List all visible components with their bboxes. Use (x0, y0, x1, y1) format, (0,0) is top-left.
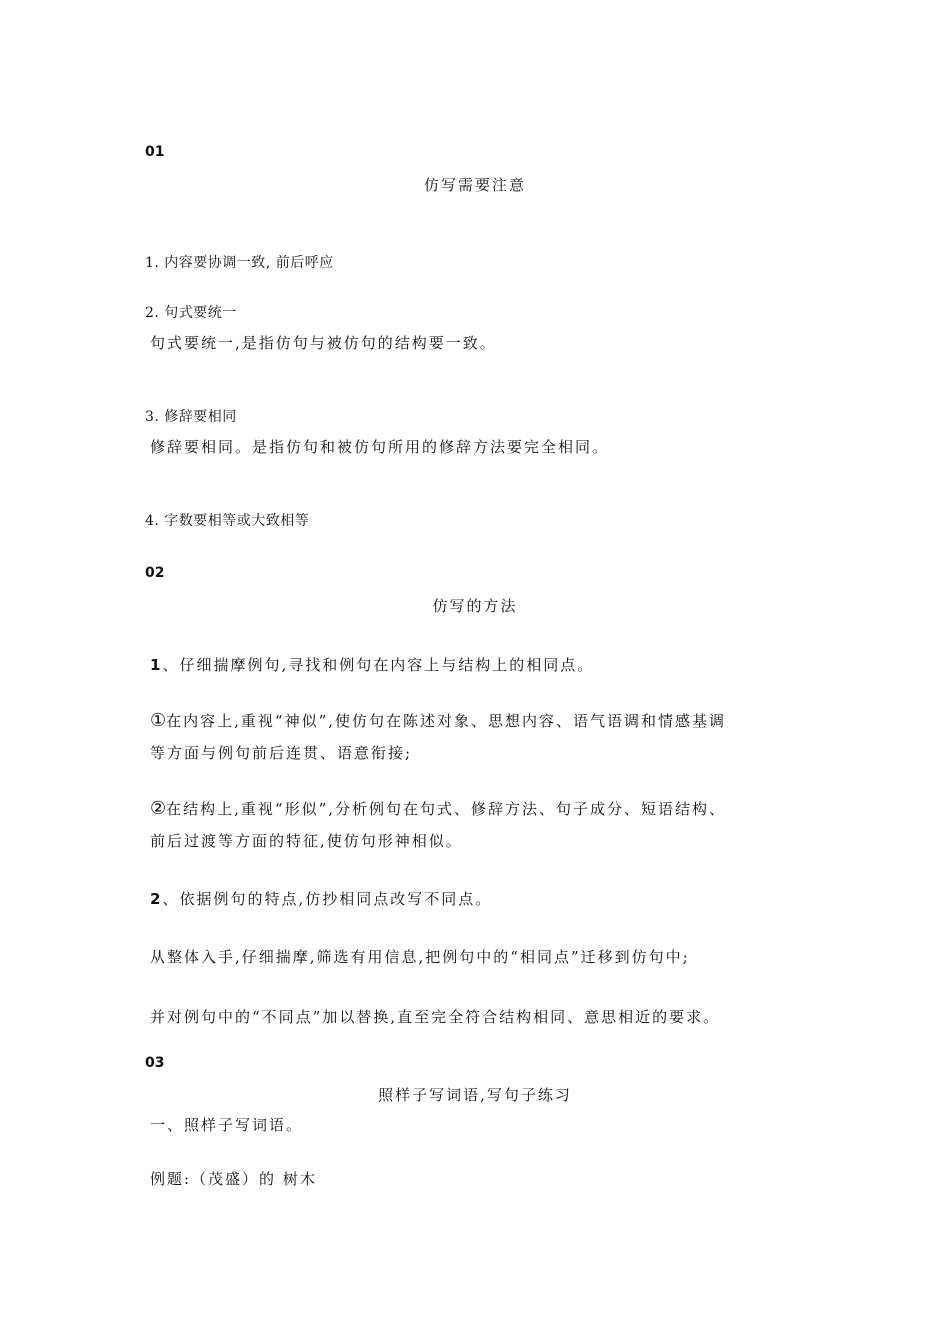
point-2-line-1 (150, 798, 726, 819)
point-text: 在结构上,重视“形似”,分析例句在句式、修辞方法、句子成分、短语结构、 (166, 800, 727, 818)
item-text-3: 修辞要相同。是指仿句和被仿句所用的修辞方法要完全相同。 (150, 438, 610, 456)
section-title-02: 仿写的方法 (432, 597, 518, 615)
section-title-01: 仿写需要注意 (423, 176, 526, 194)
point-text: 在内容上,重视“神似”,使仿句在陈述对象、思想内容、语气语调和情感基调 (166, 712, 727, 730)
circled-number-2: ② (150, 798, 167, 819)
method-step-2 (150, 888, 492, 909)
item-text-2: 句式要统一,是指仿句与被仿句的结构要一致。 (150, 334, 497, 352)
step-text: 、依据例句的特点,仿抄相同点改写不同点。 (162, 890, 493, 908)
item-heading-1: 1. 内容要协调一致, 前后呼应 (145, 255, 334, 271)
method-paragraph-1: 从整体入手,仔细揣摩,筛选有用信息,把例句中的“相同点”迁移到仿句中; (150, 948, 690, 966)
method-paragraph-2: 并对例句中的“不同点”加以替换,直至完全符合结构相同、意思相近的要求。 (150, 1008, 721, 1026)
step-text: 、仔细揣摩例句,寻找和例句在内容上与结构上的相同点。 (162, 656, 595, 674)
item-heading-3: 3. 修辞要相同 (145, 409, 237, 425)
step-number: 2 (150, 890, 163, 908)
item-heading-2: 2. 句式要统一 (145, 305, 237, 321)
section-title-03: 照样子写词语,写句子练习 (378, 1086, 572, 1104)
exercise-example: 例题:（茂盛）的 树木 (150, 1170, 317, 1188)
point-1-line-2: 等方面与例句前后连贯、语意衔接; (150, 744, 413, 762)
method-step-1 (150, 654, 594, 675)
point-2-line-2: 前后过渡等方面的特征,使仿句形神相似。 (150, 832, 463, 850)
section-number-01: 01 (145, 144, 165, 160)
item-heading-4: 4. 字数要相等或大致相等 (145, 513, 310, 529)
step-number: 1 (150, 656, 163, 674)
section-number-03: 03 (145, 1055, 165, 1071)
exercise-subheading: 一、照样子写词语。 (150, 1116, 304, 1134)
section-number-02: 02 (145, 565, 165, 581)
point-1-line-1 (150, 710, 726, 731)
circled-number-1: ① (150, 710, 167, 731)
